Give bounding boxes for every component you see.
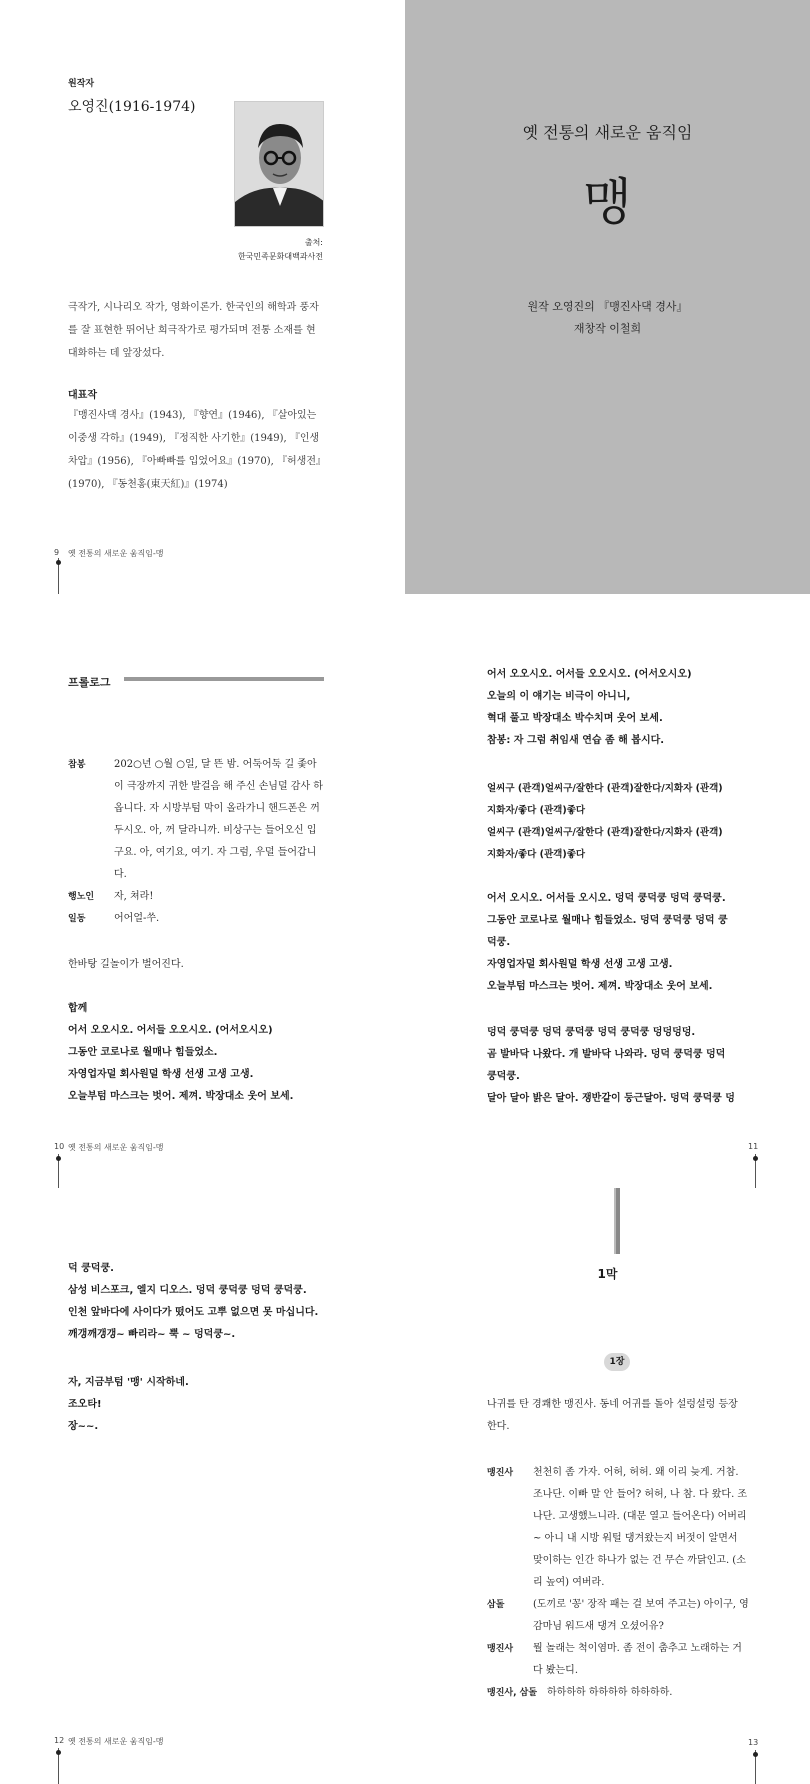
photo-caption-line: 출처: [304, 238, 323, 247]
song-block-5 [68, 1258, 368, 1346]
title-page [405, 0, 810, 594]
dialogue-row [487, 1682, 749, 1704]
dialogue-text: 천천히 좀 가자. 어허, 허허. 왜 이리 늦게. 거참. 조나단. 이빠 말 안 들어? 허허, 나 참. 다 왔다. 조나단. 고생했느니라. (대문 열고 들어온다) 어버리~ 아니 내 시방 워털 댕겨왔는지 버젓이 알면서 맞이하는 인간 하나가 없는 건 무슨 까닭인고. (소리 높여) 여버라. [533, 1467, 748, 1588]
author-photo [234, 101, 324, 227]
song-block-4 [487, 1022, 787, 1110]
speaker-name: 삼돌 [487, 1600, 505, 1610]
act-marker-bar [614, 1188, 620, 1254]
song-line: 지화자/좋다 (관객)좋다 [487, 805, 586, 816]
photo-caption-line: 한국민족문화대백과사전 [237, 252, 323, 261]
author-portrait-icon [235, 102, 324, 227]
act1-dialogue [487, 1462, 749, 1704]
author-bio: 극작가, 시나리오 작가, 영화이론가. 한국인의 해학과 풍자를 잘 표현한 뛰어난 희극작가로 평가되며 전통 소재를 현대화하는 데 앞장섰다. [68, 302, 319, 359]
speaker-name: 맹진사 [487, 1468, 514, 1478]
heading-rule [124, 677, 324, 681]
folio-dot [753, 1752, 758, 1757]
song-line: 덩덕 쿵덕쿵 덩덕 쿵덕쿵 덩덕 쿵덕쿵 덩덩덩덩. [487, 1027, 696, 1038]
cover-subtitle: 옛 전통의 새로운 움직임 [522, 123, 693, 142]
page-prologue-end [0, 1188, 405, 1784]
song-block-2 [487, 778, 787, 866]
cover-title: 맹 [583, 173, 632, 231]
page-author [0, 0, 405, 594]
dialogue-row [487, 1594, 749, 1638]
song-line: 혁대 풀고 박장대소 박수치며 웃어 보세. [487, 713, 663, 724]
dialogue-row [487, 1638, 749, 1682]
credit-line: 원작 오영진의 『맹진사댁 경사』 [527, 300, 688, 313]
dialogue-row [487, 1462, 749, 1594]
song-line: 자, 지금부텀 '맹' 시작하네. [68, 1377, 189, 1388]
folio-number: 13 [748, 1738, 759, 1747]
song-line: 지화자/좋다 (관객)좋다 [487, 849, 586, 860]
dialogue-text: 자, 쳐라! [114, 891, 154, 902]
song-line: 참봉: 자 그럼 취임새 연습 좀 해 봅시다. [487, 735, 665, 746]
song-line: 어서 오오시오. 어서들 오오시오. (어서오시오) [487, 669, 692, 680]
song-line: 조오타! [68, 1399, 102, 1410]
song-line: 그동안 코로나로 월매나 힘들었소. 덩덕 쿵덕쿵 덩덕 쿵 [487, 915, 728, 926]
spread-2 [0, 594, 810, 1188]
folio-dot [56, 1156, 61, 1161]
song-line: 쿵덕쿵. [487, 1071, 520, 1082]
chorus-line: 오늘부텀 마스크는 벗어. 제껴. 박장대소 웃어 보세. [68, 1091, 294, 1102]
author-label: 원작자 [68, 79, 95, 89]
speaker-name: 맹진사, 삼돌 [487, 1688, 538, 1698]
song-line: 덕 쿵덕쿵. [68, 1263, 114, 1274]
folio-number: 10 [54, 1142, 65, 1151]
song-line: 달아 달아 밝은 달아. 쟁반같이 둥근달아. 덩덕 쿵덕쿵 덩 [487, 1093, 735, 1104]
speaker-name: 행노인 [68, 892, 95, 902]
song-line: 자영업자덜 회사원덜 학생 선생 고생 고생. [487, 959, 673, 970]
speaker-name: 참봉 [68, 760, 86, 770]
page-prologue-cont [405, 594, 810, 1188]
prologue-heading: 프롤로그 [68, 676, 111, 689]
author-name: 오영진(1916-1974) [68, 99, 196, 115]
chorus-line: 그동안 코로나로 월매나 힘들었소. [68, 1047, 218, 1058]
dialogue-row [68, 908, 325, 930]
song-line: 오늘의 이 얘기는 비극이 아니니, [487, 691, 631, 702]
page-prologue [0, 594, 405, 1188]
dialogue-text: 하하하하 하하하하 하하하하. [547, 1687, 673, 1698]
act-title: 1막 [597, 1267, 618, 1281]
stage-direction: 한바탕 길놀이가 벌어진다. [68, 959, 184, 970]
folio-number: 9 [54, 548, 60, 557]
song-block-1 [487, 664, 787, 752]
credit-line: 재창작 이철희 [573, 322, 642, 335]
chorus-block [68, 998, 338, 1108]
chorus-line: 어서 오오시오. 어서들 오오시오. (어서오시오) [68, 1025, 273, 1036]
cover-credit [405, 296, 810, 340]
folio-dot [56, 1750, 61, 1755]
song-line: 인천 앞바다에 사이다가 떴어도 고뿌 없으면 못 마십니다. [68, 1307, 319, 1318]
folio-dot [56, 560, 61, 565]
dialogue-row [68, 886, 325, 908]
running-title: 옛 전통의 새로운 움직임-맹 [68, 549, 164, 558]
folio-number: 12 [54, 1736, 65, 1745]
running-title: 옛 전통의 새로운 움직임-맹 [68, 1143, 164, 1152]
folio-dot [753, 1156, 758, 1161]
song-line: 얼씨구 (관객)얼씨구/잘한다 (관객)잘한다/지화자 (관객) [487, 783, 723, 794]
dialogue-text: 202○년 ○월 ○일, 달 뜬 밤. 어둑어둑 길 좇아 이 극장까지 귀한 발걸음 해 주신 손님덜 감사 하옵니다. 자 시방부텀 막이 올라가니 핸드폰은 꺼 두시오. 아, 꺼 달라니까. 비상구는 들어오신 입구요. 아, 여기요, 여기. 자 그럼, 우덜 들어갑니다. [114, 759, 323, 880]
song-block-6 [68, 1372, 368, 1438]
song-line: 오늘부텀 마스크는 벗어. 제껴. 박장대소 웃어 보세. [487, 981, 713, 992]
dialogue-text: 뭘 놀래는 척이염마. 좀 전이 춤추고 노래하는 거 다 봤는디. [533, 1643, 742, 1676]
scene-badge: 1장 [604, 1353, 630, 1371]
works-list: 『맹진사댁 경사』(1943), 『향연』(1946), 『살아있는 이중생 각하』(1949), 『정직한 사기한』(1949), 『인생차압』(1956), 『아빠빠를 입었어요』(1970), 『허생전』(1970), 『동천홍(東天紅)』(1974) [68, 410, 321, 490]
works-label: 대표작 [68, 390, 97, 401]
folio-number: 11 [748, 1142, 759, 1151]
speaker-name: 일동 [68, 914, 86, 924]
song-line: 곰 발바닥 나왔다. 개 발바닥 나와라. 덩덕 쿵덕쿵 덩덕 [487, 1049, 726, 1060]
dialogue-row [68, 754, 325, 886]
song-line: 덕쿵. [487, 937, 511, 948]
spread-1 [0, 0, 810, 594]
chorus-label: 합께 [68, 1003, 88, 1014]
speaker-name: 맹진사 [487, 1644, 514, 1654]
song-line: 장~~. [68, 1421, 99, 1432]
chorus-line: 자영업자덜 회사원덜 학생 선생 고생 고생. [68, 1069, 254, 1080]
song-line: 삼성 비스포크, 엘지 디오스. 덩덕 쿵덕쿵 덩덕 쿵덕쿵. [68, 1285, 307, 1296]
song-line: 깨갱깨갱갱~ 빠리라~ 뿍 ~ 덩덕쿵~. [68, 1329, 236, 1340]
song-line: 어서 오시오. 어서들 오시오. 덩덕 쿵덕쿵 덩덕 쿵덕쿵. [487, 893, 726, 904]
scene-description: 나귀를 탄 경쾌한 맹진사. 동네 어귀를 돌아 설렁설렁 등장한다. [487, 1399, 738, 1432]
dialogue-text: 어어얼-쑤. [114, 913, 160, 924]
song-line: 얼씨구 (관객)얼씨구/잘한다 (관객)잘한다/지화자 (관객) [487, 827, 723, 838]
photo-caption [183, 236, 323, 264]
dialogue-text: (도끼로 '꽁' 장작 패는 걸 보여 주고는) 아이구, 영감마님 워드새 댕겨 오셨어유? [533, 1599, 749, 1632]
song-block-3 [487, 888, 787, 998]
running-title: 옛 전통의 새로운 움직임-맹 [68, 1737, 164, 1746]
prologue-dialogue [68, 754, 325, 930]
